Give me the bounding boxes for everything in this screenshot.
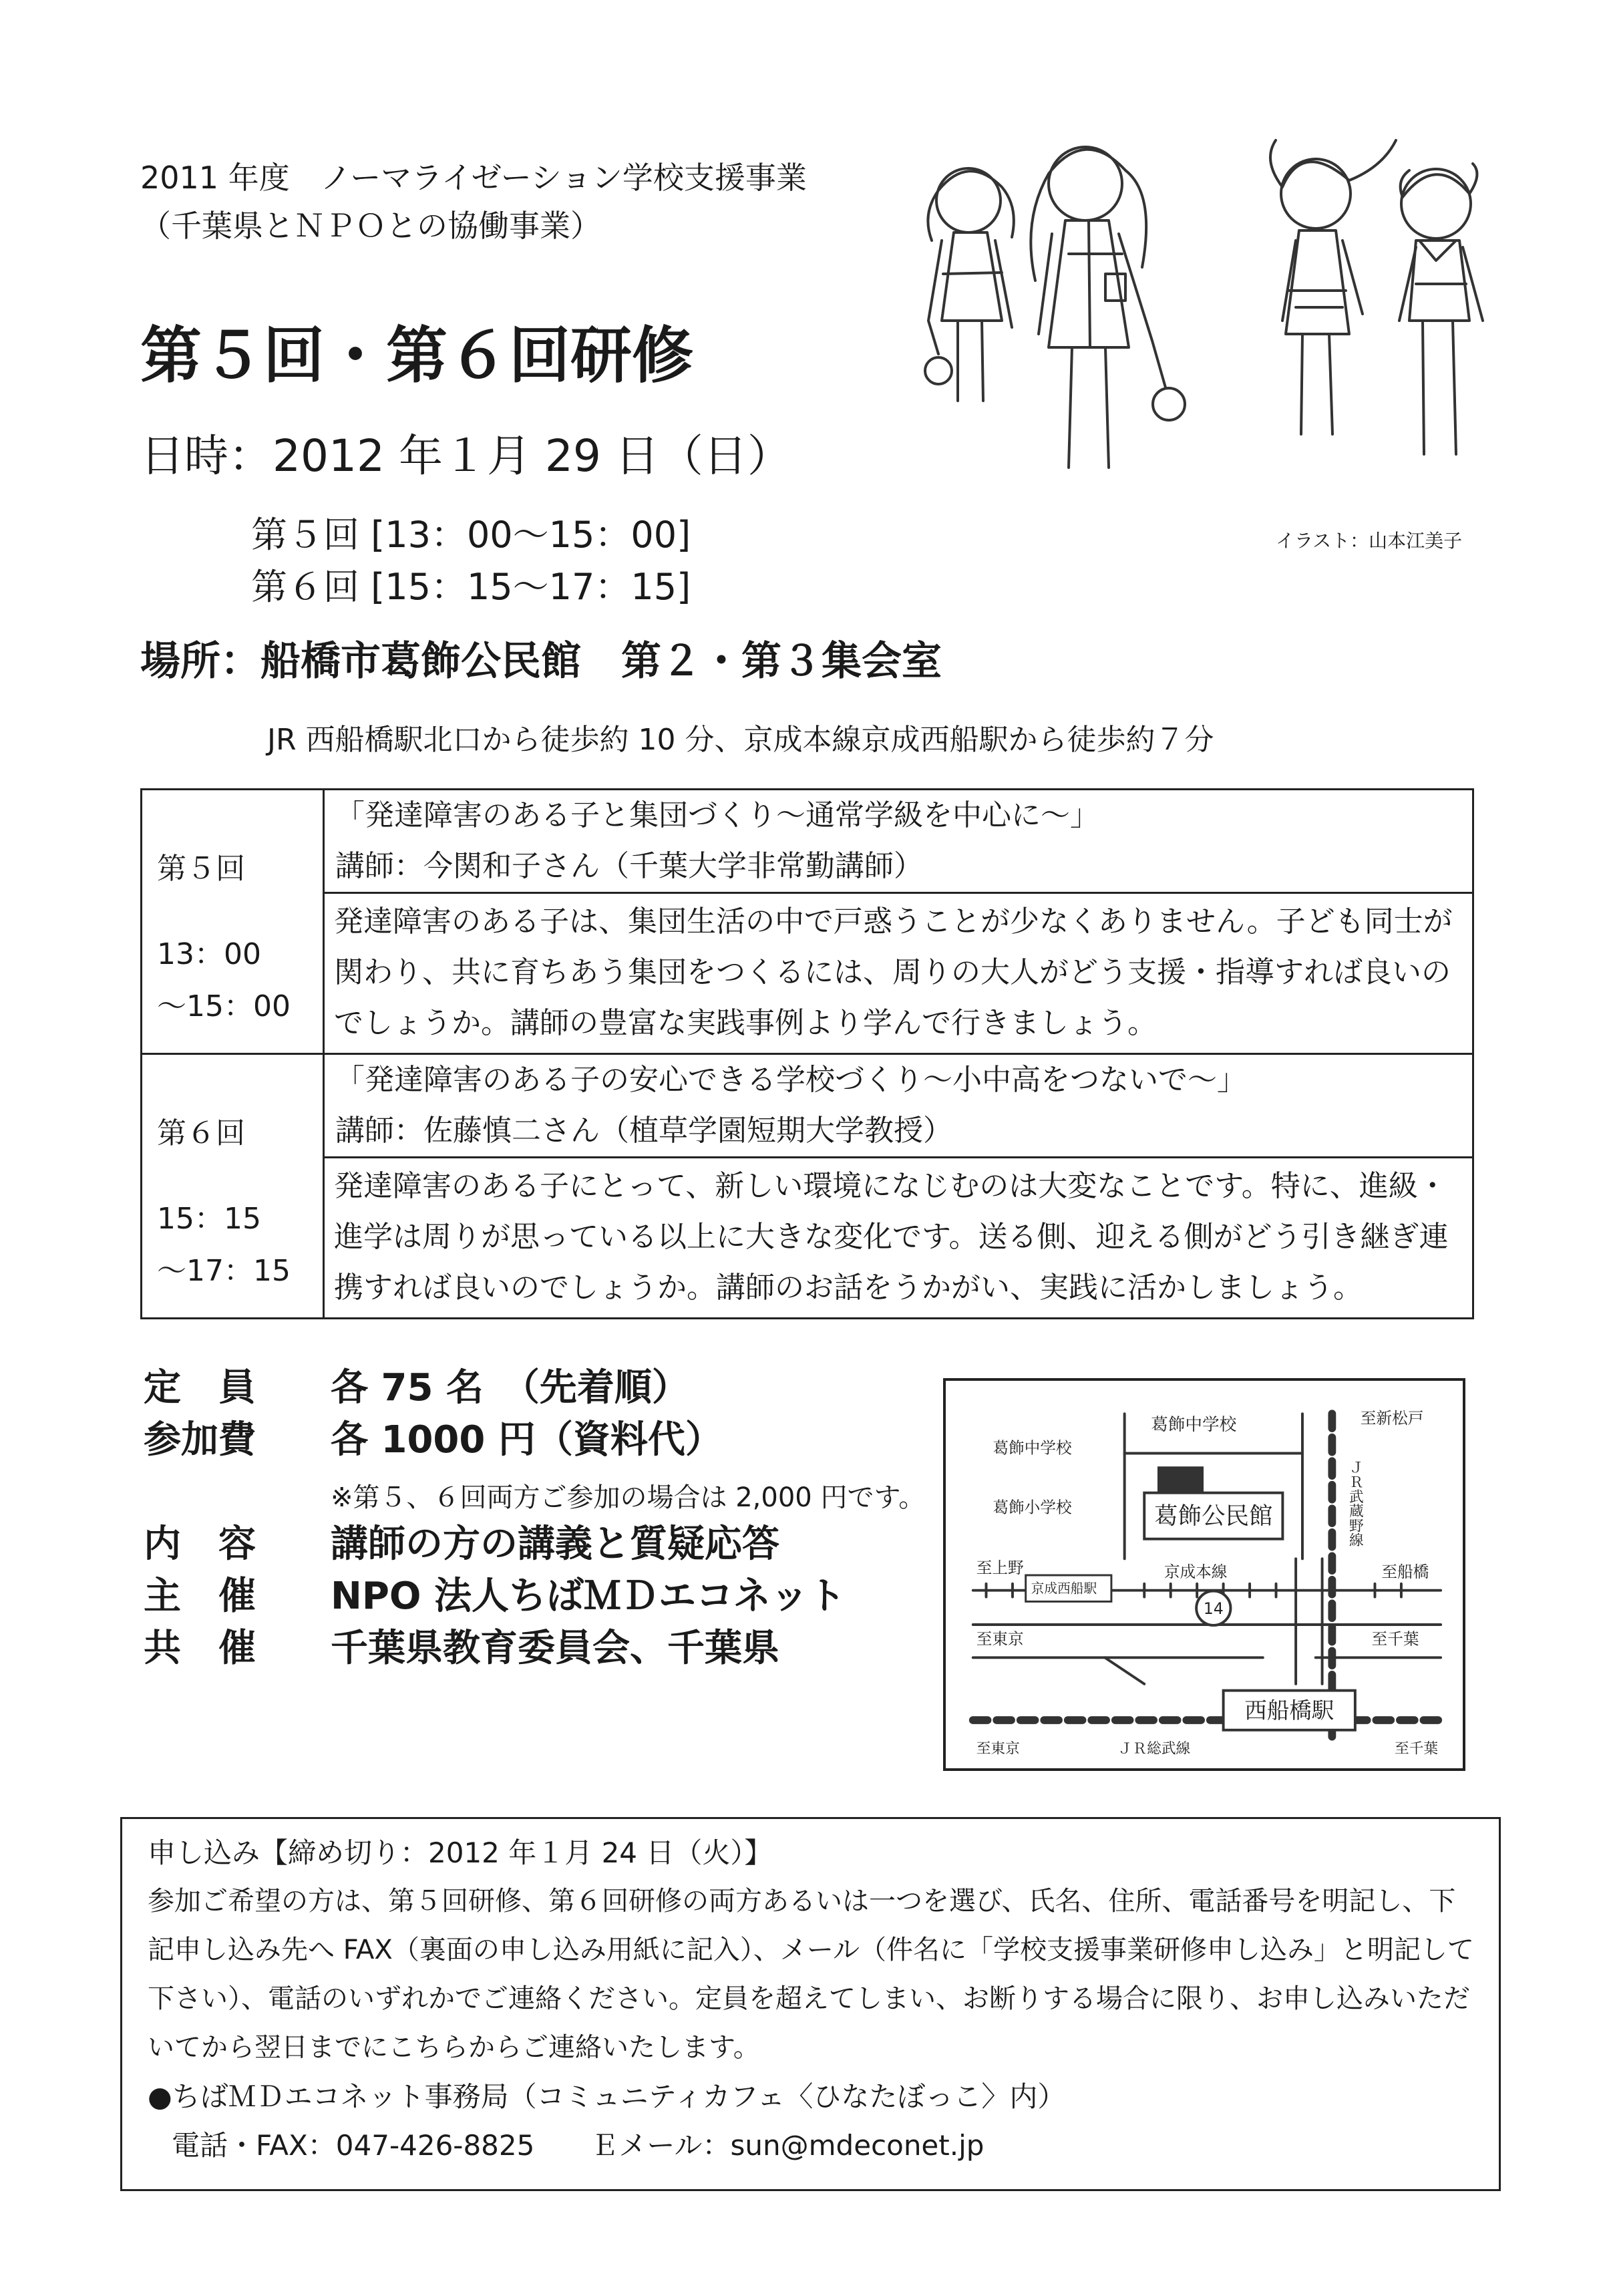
session-lecturer: 講師：佐藤慎二さん（植草学園短期大学教授）: [335, 1114, 952, 1148]
session-5-row: [142, 790, 1473, 893]
session-lecturer: 講師：今関和子さん（千葉大学非常勤講師）: [335, 849, 923, 883]
map-nishifunabashi-station: 西船橋駅: [1244, 1697, 1334, 1724]
session-label: 第６回: [157, 1116, 245, 1150]
session-start: 13：00: [157, 937, 261, 971]
map-to-tokyo-jr: 至東京: [976, 1740, 1020, 1758]
illustration-credit: イラスト：山本江美子: [1276, 530, 1463, 552]
content-key: 内 容: [144, 1522, 256, 1566]
map-to-tokyo: 至東京: [976, 1629, 1024, 1649]
session-label: 第５回: [157, 852, 245, 886]
session-start: 15：15: [157, 1202, 261, 1236]
session-end: ～15：00: [157, 989, 291, 1023]
session-6-header-cell: [324, 1054, 1473, 1158]
map-elementary-school: 葛飾小学校: [993, 1498, 1072, 1517]
cohost-value: 千葉県教育委員会、千葉県: [331, 1627, 779, 1670]
map-school-north: 葛飾中学校: [1151, 1414, 1237, 1435]
access-info: JR 西船橋駅北口から徒歩約 10 分、京成本線京成西船駅から徒歩約７分: [267, 723, 1214, 757]
registration-heading: 申し込み【締め切り：2012 年１月 24 日（火）】: [148, 1836, 773, 1869]
map-kouminkan: 葛飾公民館: [1154, 1502, 1273, 1530]
host-key: 主 催: [144, 1575, 256, 1618]
session-5-time: 第５回 [13：00～15：00]: [251, 514, 691, 556]
girls-illustration: [902, 120, 1516, 501]
host-value: NPO 法人ちばＭＤエコネット: [331, 1575, 846, 1618]
session-6-row: [142, 1054, 1473, 1158]
session-6-time: 第６回 [15：15～17：15]: [251, 566, 691, 608]
content-value: 講師の方の講義と質疑応答: [331, 1522, 779, 1566]
page-title: 第５回・第６回研修: [140, 320, 694, 391]
map-keisei-line: 京成本線: [1164, 1562, 1228, 1581]
capacity-value: 各 75 名 （先着順）: [331, 1366, 689, 1410]
contact-info: 電話・FAX：047-426-8825 Ｅメール：sun@mdeconet.jp: [172, 2129, 985, 2162]
map-route-14: 14: [1203, 1599, 1224, 1619]
project-name: 2011 年度 ノーマライゼーション学校支援事業: [140, 160, 807, 196]
cohost-key: 共 催: [144, 1627, 256, 1670]
map-to-chiba: 至千葉: [1371, 1629, 1419, 1649]
map-jr-musashino: ＪＲ武蔵野線: [1347, 1460, 1364, 1547]
session-6-label-cell: [142, 1054, 324, 1319]
office-name: ●ちばＭＤエコネット事務局（コミュニティカフェ〈ひなたぼっこ〉内）: [148, 2080, 1066, 2113]
fee-note: ※第５、６回両方ご参加の場合は 2,000 円です。: [331, 1482, 926, 1513]
map-keisei-nishifuna: 京成西船駅: [1031, 1581, 1097, 1597]
session-title: 「発達障害のある子と集団づくり～通常学級を中心に～」: [335, 798, 1099, 832]
session-5-header-cell: [324, 790, 1473, 893]
map-to-funabashi: 至船橋: [1381, 1562, 1429, 1581]
capacity-key: 定 員: [144, 1366, 256, 1410]
registration-box: [120, 1817, 1501, 2191]
map-to-ueno: 至上野: [976, 1559, 1024, 1578]
access-map: [943, 1378, 1465, 1771]
map-jr-sobu: ＪＲ総武線: [1117, 1740, 1191, 1758]
fee-key: 参加費: [144, 1418, 256, 1462]
map-middle-school: 葛飾中学校: [993, 1438, 1072, 1458]
session-title: 「発達障害のある子の安心できる学校づくり～小中高をつないで～」: [335, 1063, 1246, 1097]
session-5-label-cell: [142, 790, 324, 1054]
session-end: ～17：15: [157, 1254, 291, 1288]
session-description: 発達障害のある子にとって、新しい環境になじむのは大変なことです。特に、進級・進学は周りが思っている以上に大きな変化です。送る側、迎える側がどう引き継ぎ連携すれば良いのでしょうか。講師のお話をうかがい、実践に活かしましょう。: [324, 1158, 1473, 1319]
event-place: 場所：船橋市葛飾公民館 第２・第３集会室: [140, 638, 942, 685]
event-datetime: 日時：2012 年１月 29 日（日）: [140, 430, 791, 482]
session-description: 発達障害のある子は、集団生活の中で戸惑うことが少なくありません。子ども同士が関わり、共に育ちあう集団をつくるには、周りの大人がどう支援・指導すれば良いのでしょうか。講師の豊富な実践事例より学んで行きましょう。: [324, 893, 1473, 1054]
fee-value: 各 1000 円（資料代）: [331, 1418, 723, 1462]
registration-body: 参加ご希望の方は、第５回研修、第６回研修の両方あるいは一つを選び、氏名、住所、電話番号を明記し、下記申し込み先へ FAX（裏面の申し込み用紙に記入）、メール（件名に「学校支援事業研修申し込み」と明記して下さい）、電話のいずれかでご連絡ください。定員を超えてしまい、お断りする場合に限り、お申し込みいただいてから翌日までにこちらからご連絡いたします。: [148, 1886, 1475, 2063]
schedule-table: [140, 788, 1474, 1319]
project-subtitle: （千葉県とＮＰＯとの協働事業）: [140, 208, 601, 244]
map-to-shinmatsudo: 至新松戸: [1360, 1409, 1424, 1428]
map-to-chiba-jr: 至千葉: [1395, 1740, 1439, 1758]
